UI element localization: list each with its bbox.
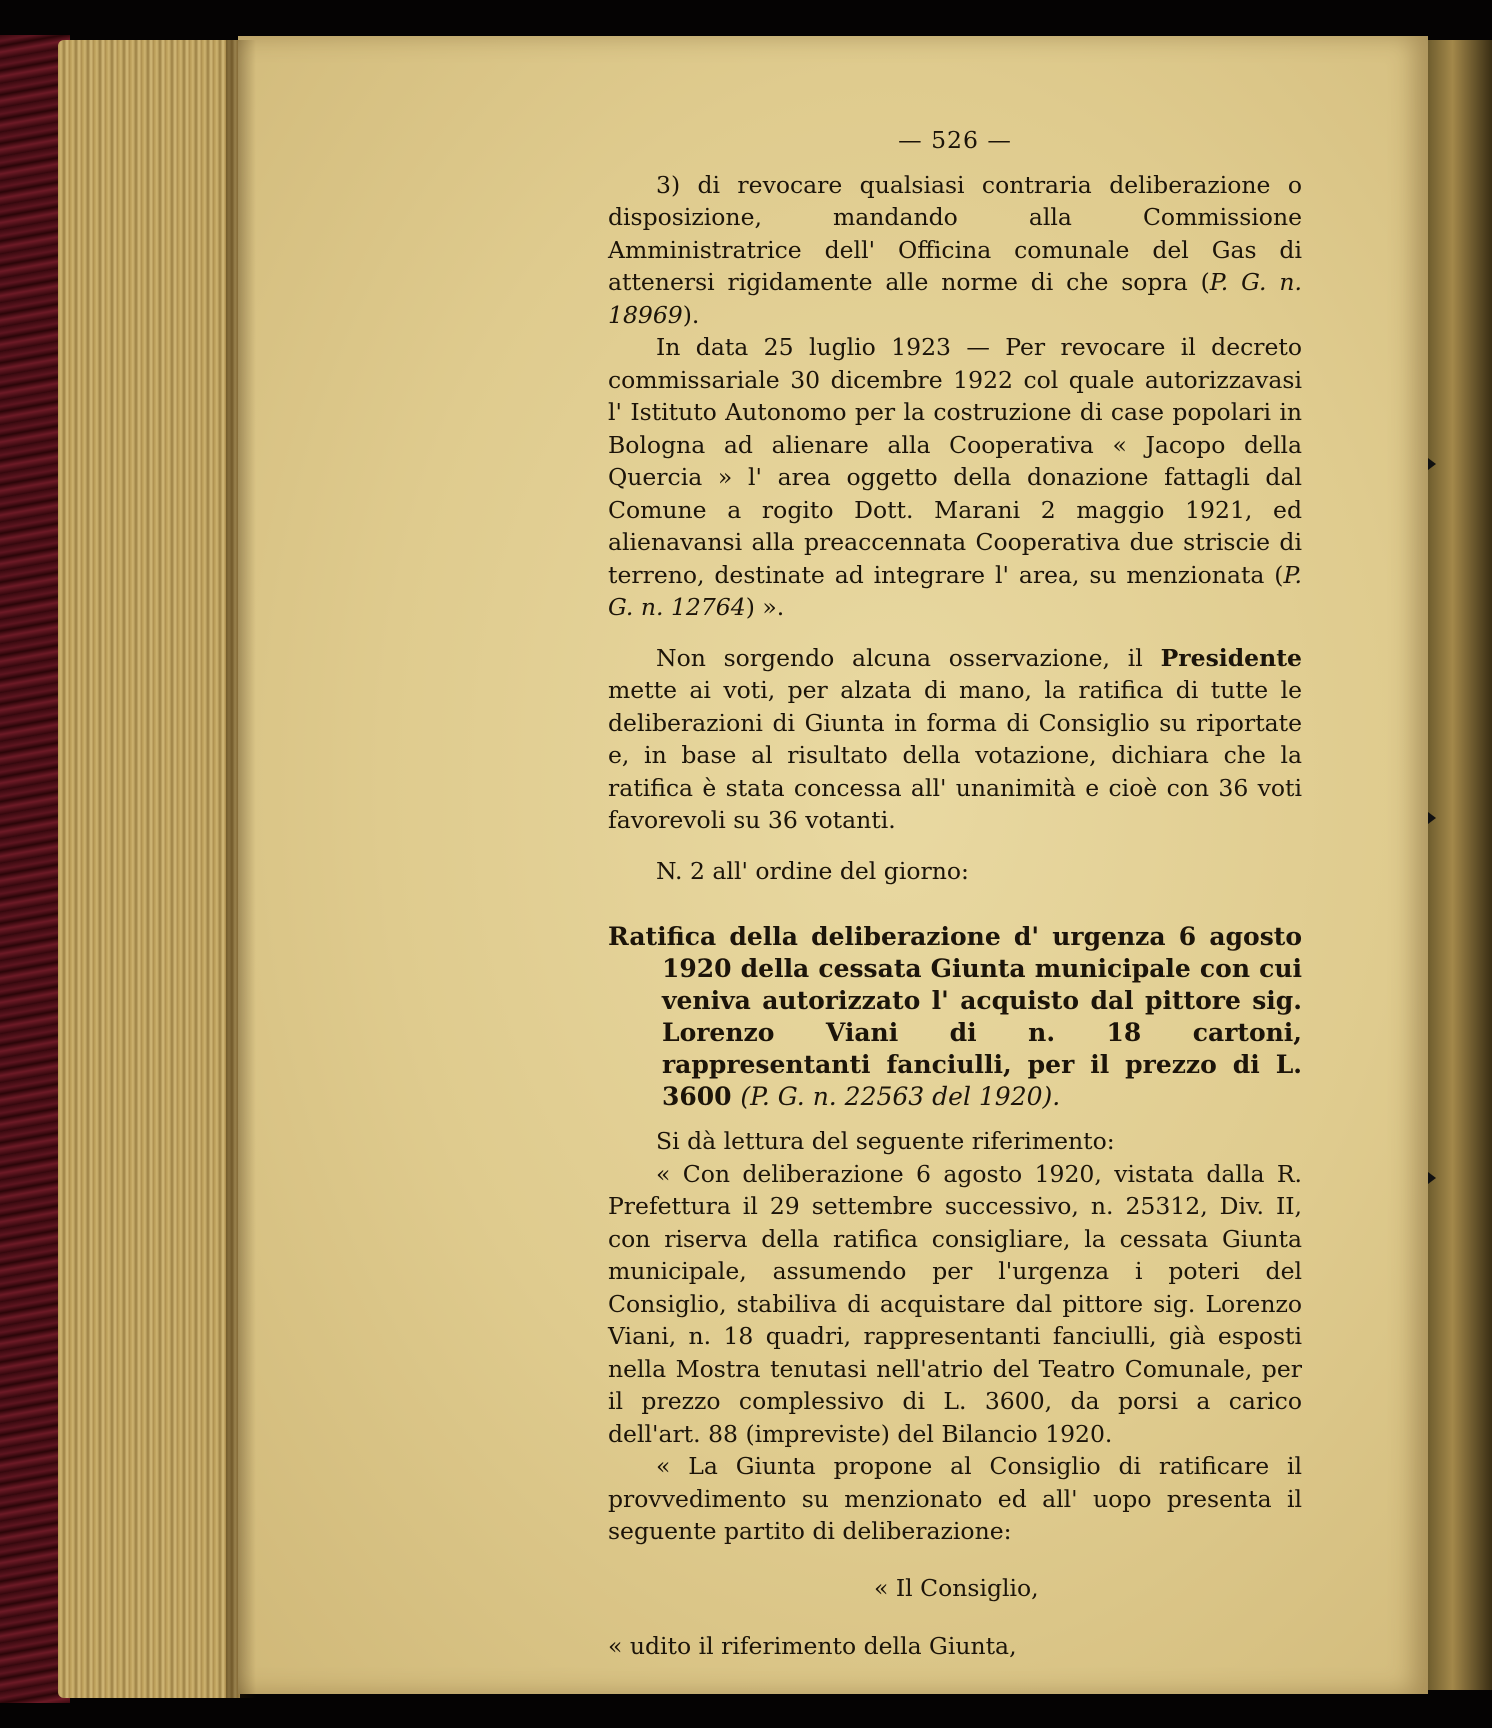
- paragraph-text: In data 25 luglio 1923 — Per revocare il decreto commissariale 30 dicembre 1922 col quale autorizzavasi l' Istituto Autonomo per la costruzione di case popolari in Bologna ad alienare alla Cooperativa « Jacopo della Quercia » l' area oggetto della donazione fattagli dal Comune a rogito Dott. Marani 2 maggio 1921, ed alienavansi alla preaccennata Cooperativa due striscie di terreno, destinate ad integrare l' area, su menzionata (: [608, 333, 1302, 589]
- paragraph-proposta: « La Giunta propone al Consiglio di ratificare il provvedimento su menzionato ed all' uopo presenta il seguente partito di deliberazione:: [608, 1452, 1302, 1545]
- margin-marker-icon: [1428, 1172, 1436, 1184]
- section-heading: [608, 921, 1302, 1113]
- margin-marker-icon: [1428, 458, 1436, 470]
- paragraph-tail: ) ».: [745, 593, 785, 621]
- paragraph-consiglio: « Il Consiglio,: [874, 1573, 1039, 1602]
- protocol-reference: (P. G. n. 22563 del 1920).: [740, 1082, 1061, 1111]
- paragraph-text: 3) di revocare qualsiasi contraria deliberazione o disposizione, mandando alla Commissione Amministratrice dell' Officina comunale del Gas di attenersi rigidamente alle norme di che sopra (: [608, 170, 1302, 296]
- protocol-reference: P. G. n. 18969: [608, 268, 1302, 329]
- gutter-shadow: [226, 40, 256, 1698]
- page-number: — 526 —: [898, 126, 1012, 154]
- paragraph-udito: « udito il riferimento della Giunta,: [608, 1632, 1017, 1660]
- paragraph-decreto: [608, 331, 1302, 624]
- protocol-reference: P. G. n. 12764: [608, 560, 1302, 621]
- presidente-label: Presidente: [1160, 643, 1302, 672]
- margin-marker-icon: [1428, 812, 1436, 824]
- paragraph-text: Non sorgendo alcuna osservazione, il: [656, 643, 1161, 672]
- paragraph-lettura: Si dà lettura del seguente riferimento:: [656, 1127, 1115, 1155]
- paragraph-votazione: [608, 642, 1302, 837]
- paragraph-revoca: [608, 169, 1302, 332]
- paragraph-text: mette ai voti, per alzata di mano, la ratifica di tutte le deliberazioni di Giunta in forma di Consiglio su riportate e, in base al risultato della votazione, dichiara che la ratifica è stata concessa all' unanimità e cioè con 36 voti favorevoli su 36 votanti.: [608, 676, 1302, 834]
- agenda-item: N. 2 all' ordine del giorno:: [656, 856, 969, 885]
- page-stack-edges: [58, 40, 240, 1698]
- page-text: [608, 124, 1302, 1663]
- facing-page-edge: [1426, 40, 1492, 1690]
- paragraph-tail: ).: [682, 300, 700, 329]
- heading-text: Ratifica della deliberazione d' urgenza 6 agosto 1920 della cessata Giunta municipale con cui veniva autorizzato l' acquisto dal pittore sig. Lorenzo Viani di n. 18 cartoni, rappresentanti fanciulli, per il prezzo di L. 3600: [608, 922, 1302, 1111]
- paragraph-riferimento: « Con deliberazione 6 agosto 1920, vistata dalla R. Prefettura il 29 settembre successivo, n. 25312, Div. II, con riserva della ratifica consigliare, la cessata Giunta municipale, assumendo per l'urgenza i poteri del Consiglio, stabiliva di acquistare dal pittore sig. Lorenzo Viani, n. 18 quadri, rappresentanti fanciulli, già esposti nella Mostra tenutasi nell'atrio del Teatro Comunale, per il prezzo complessivo di L. 3600, da porsi a carico dell'art. 88 (impreviste) del Bilancio 1920.: [608, 1159, 1302, 1448]
